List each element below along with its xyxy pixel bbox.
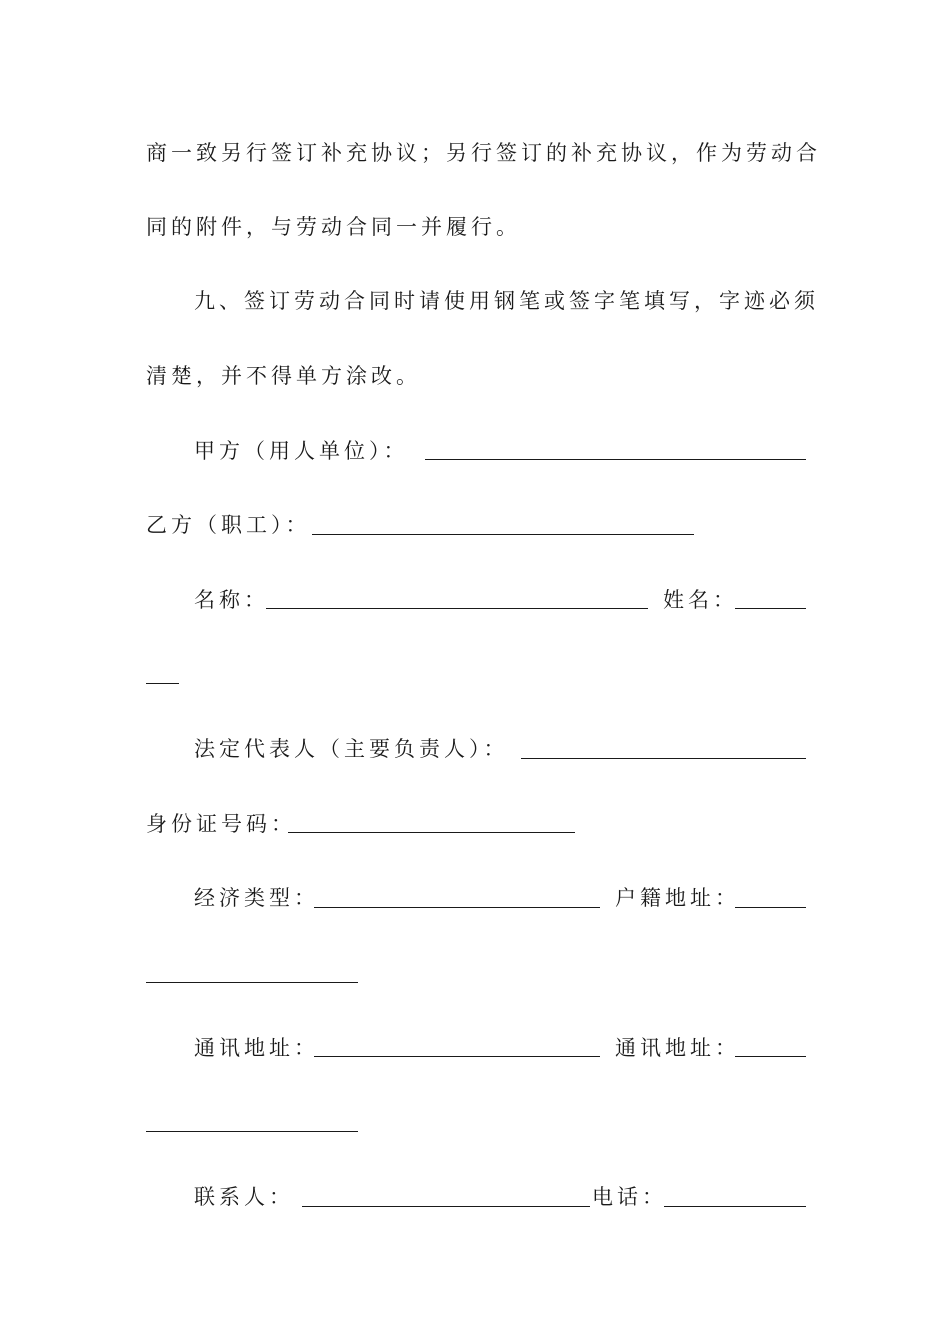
mailing-address-b-blank-continuation[interactable] <box>146 1131 358 1132</box>
legal-representative-label: 法定代表人（主要负责人）： <box>194 737 509 761</box>
id-number-label: 身份证号码： <box>146 812 296 836</box>
phone-label: 电话： <box>592 1185 667 1209</box>
economic-type-blank[interactable] <box>314 907 600 908</box>
paragraph-9-line-2: 清楚，并不得单方涂改。 <box>146 364 421 388</box>
contact-person-blank[interactable] <box>302 1206 590 1207</box>
party-a-label: 甲方（用人单位）： <box>194 439 409 463</box>
party-b-blank[interactable] <box>312 534 694 535</box>
mailing-address-b-label: 通讯地址： <box>615 1036 740 1060</box>
household-address-label: 户籍地址： <box>615 886 740 910</box>
legal-representative-blank[interactable] <box>521 758 806 759</box>
paragraph-8-continuation-line-2: 同的附件，与劳动合同一并履行。 <box>146 215 521 239</box>
contact-person-label: 联系人： <box>194 1185 294 1209</box>
mailing-address-a-blank[interactable] <box>314 1056 600 1057</box>
phone-blank[interactable] <box>664 1206 806 1207</box>
company-name-label: 名称： <box>194 588 269 612</box>
mailing-address-a-label: 通讯地址： <box>194 1036 319 1060</box>
person-name-blank-continuation[interactable] <box>146 683 179 684</box>
paragraph-8-continuation-line-1: 商一致另行签订补充协议；另行签订的补充协议，作为劳动合 <box>146 141 821 165</box>
household-address-blank-continuation[interactable] <box>146 982 358 983</box>
household-address-blank[interactable] <box>735 907 806 908</box>
paragraph-9-line-1: 九、签订劳动合同时请使用钢笔或签字笔填写，字迹必须 <box>194 289 819 313</box>
party-b-label: 乙方（职工）： <box>146 513 311 537</box>
party-a-blank[interactable] <box>425 459 806 460</box>
company-name-blank[interactable] <box>266 608 648 609</box>
person-name-blank[interactable] <box>735 608 806 609</box>
mailing-address-b-blank[interactable] <box>735 1056 806 1057</box>
economic-type-label: 经济类型： <box>194 886 319 910</box>
person-name-label: 姓名： <box>663 588 738 612</box>
id-number-blank[interactable] <box>288 832 575 833</box>
